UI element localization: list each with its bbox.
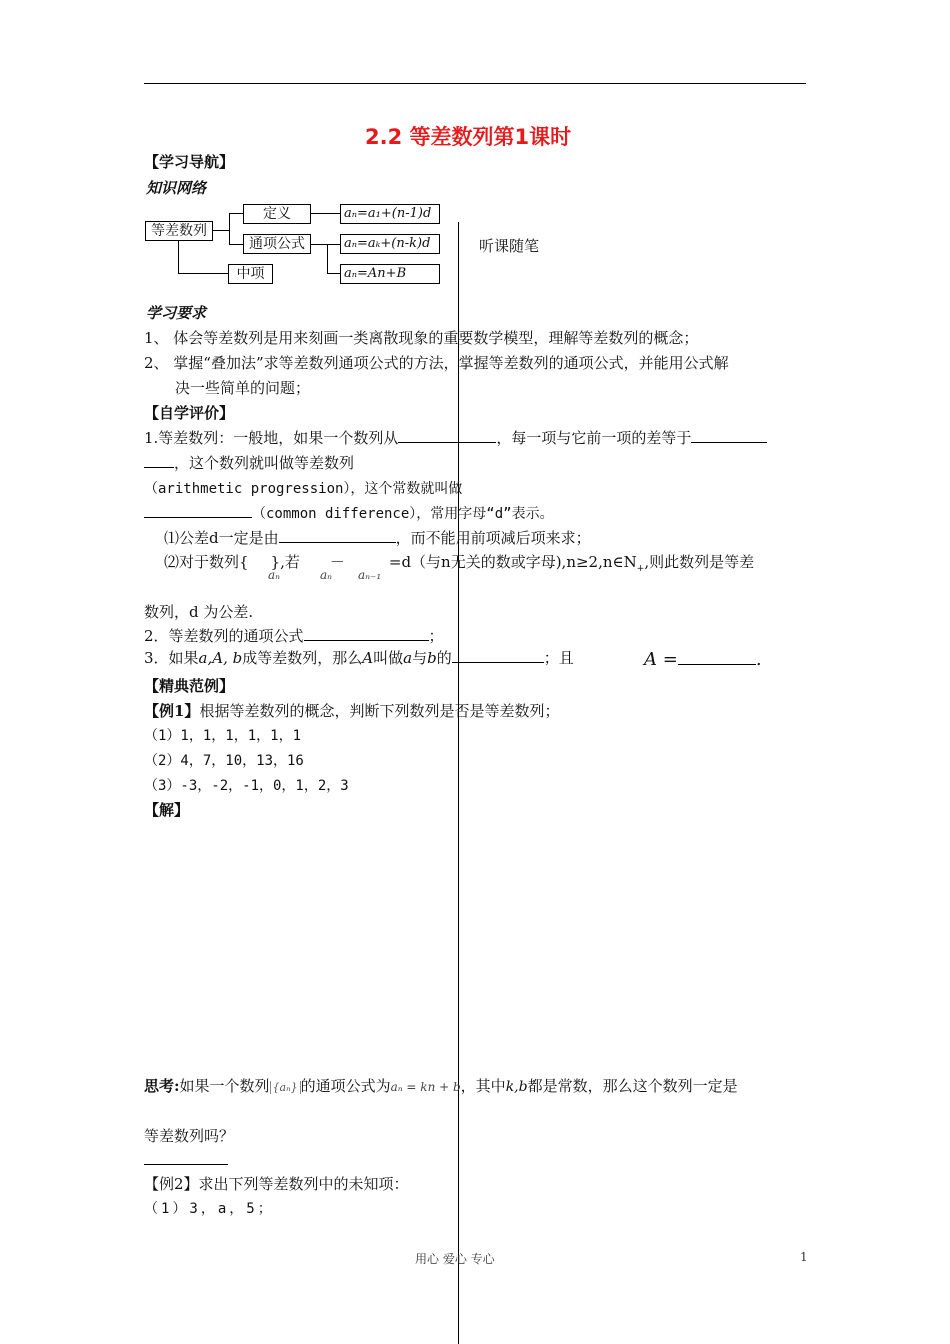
text: 的通项公式为 [300,1077,391,1095]
formula-an-minus-1: aₙ₋₁ [358,568,382,582]
section-requirements: 学习要求 [146,304,207,322]
text: 3．如果 [144,649,199,667]
blank-input[interactable] [279,528,396,543]
think-line2: 等差数列吗？ [144,1127,235,1145]
diagram-formula-3: aₙ=An+B [340,264,440,284]
connector [229,244,243,245]
section-knowledge-net: 知识网络 [146,179,207,197]
math-kb: k,b [505,1079,528,1095]
text: ，而不能用前项减后项来求； [395,529,591,547]
blank-input[interactable] [144,503,252,518]
math-a: a [403,649,413,667]
blank-input[interactable] [678,648,756,665]
blank-input[interactable] [452,648,544,663]
connector [213,230,229,231]
formula-an-1: aₙ [268,568,281,582]
text: A = [644,649,678,670]
text: 2．等差数列的通项公式 [144,627,304,645]
text: ； [428,627,444,645]
connector [178,273,228,274]
blank-input[interactable] [304,626,429,641]
example1-item-1: （1）1，1，1，1，1，1 [144,728,302,744]
section-self-eval: 【自学评价】 [144,404,235,422]
self-eval-note2-cont: 数列，d 为公差. [144,603,254,621]
example2-header [144,1174,409,1194]
text: =d（与n无关的数或字母),n≥2,n∈N [388,553,637,571]
example1-header [144,701,559,721]
connector [311,244,327,245]
diagram-root: 等差数列 [145,221,213,241]
text: ,则此数列是等差 [644,553,755,571]
example2-item-1: （1）3，a，5； [144,1201,275,1217]
text: 叫做 [373,649,404,667]
text: . [755,649,762,670]
math-vars: a,A, b [198,649,243,667]
requirement-2-cont: 决一些简单的问题； [175,379,311,397]
example-label: 【例2】 [144,1175,199,1193]
text: 的 [436,649,452,667]
section-nav: 【学习导航】 [144,153,235,171]
connector [311,213,340,214]
self-eval-q3 [144,648,574,668]
math-seq: {aₙ} [270,1081,301,1094]
text: ⑵对于数列{ [164,553,249,571]
math-b: b [427,649,437,667]
footer-center: 用心 爱心 专心 [415,1252,495,1266]
self-eval-q1-line2 [144,453,354,473]
blank-input[interactable] [144,453,174,468]
diagram-general-formula: 通项公式 [243,234,311,254]
text: 如果一个数列 [179,1077,270,1095]
diagram-formula-2: aₙ=aₖ+(n-k)d [340,234,440,254]
header-rule [144,83,806,84]
connector [229,213,230,245]
text: ，这个数列就叫做等差数列 [174,454,355,472]
think-label: 思考: [144,1077,180,1095]
text: ，其中 [460,1077,506,1095]
requirement-2: 2、 掌握“叠加法”求等差数列通项公式的方法，掌握等差数列的通项公式，并能用公式解 [144,354,729,372]
math-A: A [362,649,374,667]
math-formula: aₙ = kn + b [390,1080,461,1094]
example1-item-2: （2）4，7，10，13，16 [144,753,304,769]
diagram-middle-term: 中项 [228,264,273,284]
connector [327,244,340,245]
text: 根据等差数列的概念，判断下列数列是否是等差数列； [199,702,560,720]
text: （arithmetic progression），这个常数就叫做 [144,481,463,497]
connector [178,241,179,273]
text: 都是常数，那么这个数列一定是 [527,1077,738,1095]
blank-input[interactable] [398,428,496,443]
self-eval-q1-line1 [144,428,767,448]
section-examples: 【精典范例】 [144,677,235,695]
math-A-eq [644,648,762,672]
text: 求出下列等差数列中的未知项： [198,1175,409,1193]
self-eval-q2 [144,626,444,646]
text: ；且 [543,649,574,667]
self-eval-q1-line3 [144,478,462,499]
connector [327,273,340,274]
self-eval-q1-line4 [144,503,554,524]
footer-page-number: 1 [800,1250,808,1264]
text: ⑴公差d一定是由 [164,529,279,547]
column-divider [458,222,459,1344]
text: － [329,553,345,571]
example1-item-3: （3）-3，-2，-1，0，1，2，3 [144,778,349,794]
think-line1 [144,1076,738,1098]
diagram-definition: 定义 [243,204,311,224]
self-eval-note2 [164,552,754,579]
connector [229,213,243,214]
connector [327,244,328,274]
text: },若 [270,553,300,571]
self-eval-note1 [164,528,591,548]
text: 1.等差数列：一般地，如果一个数列从 [144,429,399,447]
example-label: 【例1】 [144,702,200,720]
blank-input[interactable] [691,428,767,443]
subscript-plus: + [636,564,645,574]
example1-solution: 【解】 [144,801,190,819]
text: 成等差数列，那么 [242,649,363,667]
side-note: 听课随笔 [479,237,540,255]
formula-an-2: aₙ [320,568,333,582]
requirement-1: 1、 体会等差数列是用来刻画一类离散现象的重要数学模型，理解等差数列的概念； [144,329,699,347]
diagram-formula-1: aₙ=a₁+(n-1)d [340,204,440,224]
short-rule [144,1164,228,1165]
text: （common difference），常用字母“d”表示。 [252,506,554,522]
text: ，每一项与它前一项的差等于 [496,429,692,447]
page-title: 2.2 等差数列第1课时 [365,125,572,149]
text: 与 [412,649,428,667]
